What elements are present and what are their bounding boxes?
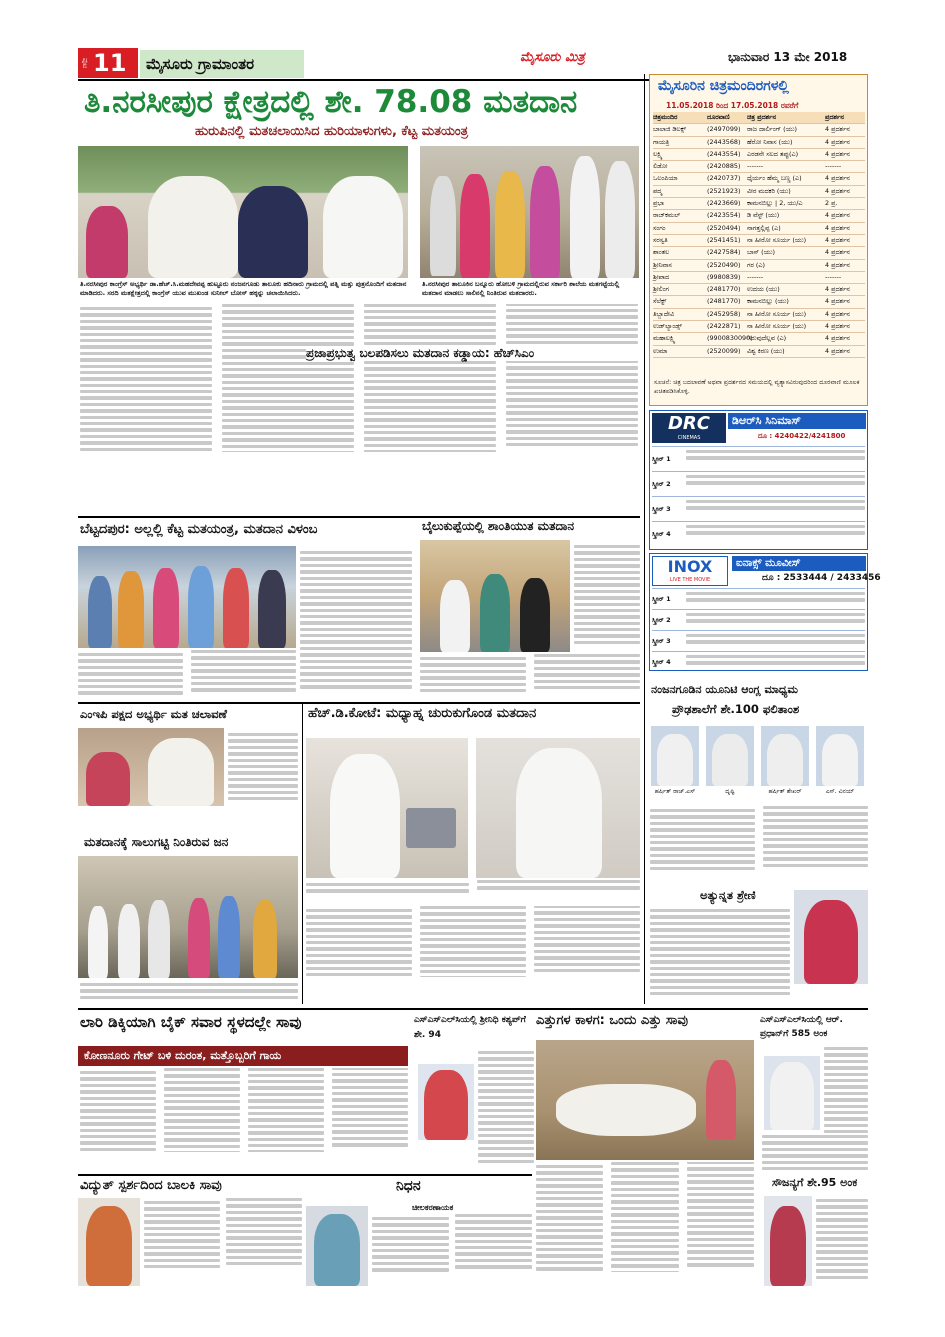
person-figure [238, 186, 308, 278]
inox-logo-text: INOX [667, 557, 713, 576]
cinema-phone: (2497099) [707, 125, 741, 134]
cinema-phone: (2443568) [707, 137, 741, 146]
cinema-row [653, 173, 865, 185]
cinema-phone: (2520494) [707, 223, 741, 232]
cinema-phone: (2422871) [707, 322, 741, 331]
cinema-film: ಎರಡನೇ ಸಲದ ತಪ್ಪು(ಎ) [747, 149, 799, 158]
topper-headline: ಅತ್ಯುನ್ನತ ಶ್ರೇಣಿ [700, 888, 756, 902]
screen-schedule [686, 522, 865, 546]
bull-body [536, 1162, 754, 1290]
cinema-shows: 4 ಪ್ರದರ್ಶನ [825, 174, 850, 183]
student-name: ಎಸ್. ವಿನಯ್ [825, 788, 855, 795]
screen-label: ಸ್ಕ್ರೀನ್ 1 [652, 595, 671, 603]
cinema-name: ಶ್ರೀಲಿಂಗ [653, 285, 669, 294]
person-figure [223, 568, 249, 648]
nanjangud-headline: ನಂಜನಗೂಡಿನ ಯೂನಿಟಿ ಆಂಗ್ಲ ಮಾಧ್ಯಮ [651, 683, 798, 696]
screen-row [652, 630, 865, 651]
main-subhead: ಹುರುಪಿನಲ್ಲಿ ಮತಚಲಾಯಿಸಿದ ಹುರಿಯಾಳುಗಳು, ಕೆಟ್ಟ ಮತಯಂತ್ರ [195, 124, 469, 139]
sslc3-headline: ಸೌಜನ್ಯಗೆ ಶೇ.95 ಅಂಕ [772, 1176, 858, 1189]
nanjangud-body [650, 806, 868, 888]
cinema-name: ಲಕ್ಷ್ಮಿ [653, 149, 663, 158]
cinema-row [653, 346, 865, 358]
col-header: ಪ್ರದರ್ಶನ [825, 113, 844, 121]
drc-phone: ದೂ : 4240422/4241800 [758, 432, 846, 440]
person-figure [424, 1070, 468, 1140]
cinema-name: ಸಂಗಂ [653, 223, 666, 232]
cinema-name: ತಿಬ್ಬಾದೇವಿ [653, 309, 675, 318]
bull-figure [556, 1084, 696, 1136]
cinema-name: ಉಮಾ [653, 346, 668, 355]
cinema-shows: 4 ಪ್ರದರ್ಶನ [825, 346, 850, 355]
student-photo [706, 726, 754, 786]
student-photo-row [649, 724, 868, 802]
drc-title: ಡಿಆರ್‌ಸಿ ಸಿನಿಮಾಸ್ [728, 413, 866, 429]
obituary-headline: ನಿಧನ [396, 1178, 421, 1194]
person-figure [712, 734, 748, 786]
cinema-row [653, 210, 865, 222]
cinema-shows: 4 ಪ್ರದರ್ಶನ [825, 125, 850, 134]
cinema-name: ಬಾಲಾಜಿ ಡಿಲಕ್ಸ್ [653, 125, 687, 134]
section-title: ಮೈಸೂರು ಗ್ರಾಮಾಂತರ [140, 50, 304, 78]
hdkote-headline: ಹೆಚ್.ಡಿ.ಕೋಟೆ: ಮಧ್ಯಾಹ್ನ ಚುರುಕುಗೊಂಡ ಮತದಾನ [308, 706, 537, 721]
pradhan-photo [764, 1056, 820, 1130]
column-rule [644, 74, 645, 1004]
main-photo-caption-right: ತಿ.ನರಸೀಪುರ ತಾಲೂಕಿನ ಬನ್ನೂರು ಹೋಬಳಿ ಗ್ರಾಮದಲ್ಲಿರುವ ಸರ್ಕಾರಿ ಶಾಲೆಯ ಮತಗಟ್ಟೆಯಲ್ಲಿ ಮತದಾನ ಮಾಡಲು ಸಾಲಿನಲ್ಲಿ ನಿಂತಿರುವ ಮತದಾರರು. [422, 280, 620, 297]
main-story-body [80, 304, 638, 514]
cinema-film: ------- [747, 162, 764, 171]
cinema-phone: (2427584) [707, 248, 741, 257]
cinema-row [653, 333, 865, 345]
bylakuppe-headline: ಬೈಲುಕುಪ್ಪೆಯಲ್ಲಿ ಶಾಂತಿಯುತ ಮತದಾನ [422, 519, 575, 533]
screen-schedule [686, 497, 865, 521]
cinema-film: ------- [747, 272, 764, 281]
person-figure [460, 174, 490, 278]
cinema-phone: (2521923) [707, 186, 741, 195]
cinema-name: ರಾಜ್‌ಕಮಲ್ [653, 211, 681, 220]
cinema-title: ಮೈಸೂರಿನ ಚಿತ್ರಮಂದಿರಗಳಲ್ಲಿ [658, 78, 789, 94]
person-figure [605, 161, 635, 278]
sslc2-body-2 [762, 1132, 868, 1174]
person-figure [148, 738, 214, 806]
inox-phone: ದೂ : 2533444 / 2433456 [762, 573, 881, 583]
student-card [814, 724, 866, 802]
cinema-shows: 4 ಪ್ರದರ್ಶನ [825, 137, 850, 146]
lorry-headline: ಲಾರಿ ಡಿಕ್ಕಿಯಾಗಿ ಬೈಕ್ ಸವಾರ ಸ್ಥಳದಲ್ಲೇ ಸಾವು [80, 1013, 302, 1031]
cinema-film: ನಾ ಹೀರೋ ಸೂರ್ಯ (ಯು) [747, 235, 807, 244]
screen-row [652, 651, 865, 672]
bettadapura-headline: ಬೆಟ್ಟದಪುರ: ಅಲ್ಲಲ್ಲಿ ಕೆಟ್ಟ ಮತಯಂತ್ರ, ಮತದಾನ ವಿಳಂಬ [80, 522, 318, 537]
voters-queue-photo [420, 146, 639, 278]
student-photo [651, 726, 699, 786]
cinema-film: ನಾ ಹೀರೋ ಸೂರ್ಯ (ಯು) [747, 322, 807, 331]
cinema-phone: (2443554) [707, 149, 741, 158]
cinema-row [653, 272, 865, 284]
cinema-shows: ------- [825, 272, 842, 281]
democracy-headline: ಪ್ರಜಾಪ್ರಭುತ್ವ ಬಲಪಡಿಸಲು ಮತದಾನ ಕಡ್ಡಾಯ: ಹೆಚ್‌ಸಿಎಂ [306, 346, 638, 361]
topper-body [650, 906, 790, 1002]
screen-label: ಸ್ಕ್ರೀನ್ 2 [652, 480, 671, 488]
person-figure [822, 734, 858, 786]
obituary-photo [306, 1206, 368, 1286]
student-card [759, 724, 811, 802]
person-figure [770, 1206, 806, 1286]
person-figure [804, 900, 858, 984]
person-figure [88, 906, 108, 978]
cinema-film: ಹೆರೋ ನಿವಾಸ (ಯು) [747, 137, 793, 146]
cinema-table [653, 112, 865, 374]
student-photo [816, 726, 864, 786]
bylakuppe-photo [420, 540, 570, 652]
cinema-phone: (2520490) [707, 260, 741, 269]
electric-body [144, 1198, 302, 1288]
person-figure [323, 176, 403, 278]
screen-label: ಸ್ಕ್ರೀನ್ 3 [652, 637, 671, 645]
cinema-name: ಗಾಯತ್ರಿ [653, 137, 670, 146]
hdkote-body [306, 906, 640, 1002]
mep-headline: ಎಂಇಪಿ ಪಕ್ಷದ ಅಭ್ಯರ್ಥಿ ಮತ ಚಲಾವಣೆ [80, 707, 227, 721]
sslc1-headline: ಎಸ್‌ಎಸ್‌ಎಲ್‌ಸಿಯಲ್ಲಿ ಶ್ರೀನಿಧಿ ಕಶ್ಯಪ್‌ಗೆ ಶೇ. 94 [414, 1015, 526, 1040]
main-headline: ತಿ.ನರಸೀಪುರ ಕ್ಷೇತ್ರದಲ್ಲಿ ಶೇ. 78.08 ಮತದಾನ [84, 84, 578, 120]
page-number-badge [78, 48, 138, 78]
cinema-shows: 4 ಪ್ರದರ್ಶನ [825, 297, 850, 306]
girl-photo [78, 1198, 140, 1286]
obituary-body [372, 1214, 532, 1290]
paper-logo: ಮೈಸೂರು ಮಿತ್ರ [520, 50, 585, 65]
drc-screens [652, 446, 865, 546]
cinema-row [653, 260, 865, 272]
screen-label: ಸ್ಕ್ರೀನ್ 2 [652, 616, 671, 624]
cinema-row [653, 161, 865, 173]
cinema-name: ಒಲಂಪಿಯಾ [653, 174, 678, 183]
inox-logo [652, 556, 728, 586]
person-figure [516, 748, 602, 878]
cinema-row [653, 186, 865, 198]
hdkote-captions [306, 880, 640, 902]
bylakuppe-body [574, 542, 640, 652]
cinema-name: ಉಡ್‌ಲ್ಯಾಂಡ್ಸ್ [653, 322, 682, 331]
person-figure [767, 734, 803, 786]
cinema-name: ಪದ್ಮ [653, 186, 663, 195]
col-header: ದೂರವಾಣಿ [707, 113, 730, 121]
person-figure [570, 156, 600, 278]
person-figure [770, 1062, 814, 1130]
issue-date: ಭಾನುವಾರ 13 ಮೇ 2018 [728, 50, 848, 64]
nanjangud-headline-2: ಪ್ರೌಢಶಾಲೆಗೆ ಶೇ.100 ಫಲಿತಾಂಶ [672, 702, 800, 716]
student-name: ಹರ್ಷಿತ್ ಶೇಖರ್ [768, 788, 802, 795]
cinema-table-header [653, 112, 865, 124]
cinema-phone: (2420885) [707, 162, 741, 171]
cinema-row [653, 247, 865, 259]
person-figure [253, 900, 277, 978]
sslc2-body [824, 1044, 868, 1140]
cinema-name: ಶಾಂತಲ [653, 248, 670, 257]
student-name: ದೃಷ್ಟಿ [725, 788, 735, 795]
cinema-phone: (2420737) [707, 174, 741, 183]
divider [78, 702, 640, 704]
cinema-name: ಶ್ರೀಪಾದ [653, 272, 670, 281]
cinema-row [653, 321, 865, 333]
student-name: ಹರ್ಷಿತ್ ರಾಜ್.ಎಸ್ [654, 788, 696, 795]
cinema-row [653, 235, 865, 247]
cinema-row [653, 149, 865, 161]
person-figure [440, 580, 470, 652]
screen-label: ಸ್ಕ್ರೀನ್ 3 [652, 505, 671, 513]
person-figure [88, 576, 112, 648]
hdkote-photo-1 [306, 738, 468, 878]
screen-row [652, 609, 865, 630]
screen-row [652, 496, 865, 521]
cinema-row [653, 309, 865, 321]
cinema-phone: (9980839) [707, 272, 741, 281]
cinema-dates: 11.05.2018 ರಿಂದ 17.05.2018 ರವರೆಗೆ [666, 101, 799, 110]
student-card [649, 724, 701, 802]
cinema-film: ಕಾಮನಬಿಲ್ಲು (ಯು) [747, 297, 789, 306]
screen-label: ಸ್ಕ್ರೀನ್ 4 [652, 658, 671, 666]
screen-row [652, 446, 865, 471]
screen-row [652, 521, 865, 546]
bettadapura-body [300, 548, 412, 700]
person-figure [86, 206, 128, 278]
cinema-row [653, 137, 865, 149]
cinema-row [653, 124, 865, 136]
person-figure [314, 1214, 360, 1286]
person-figure [430, 176, 456, 276]
cinema-shows: 4 ಪ್ರದರ್ಶನ [825, 186, 850, 195]
bettadapura-body-2 [78, 650, 296, 700]
cinema-shows: 4 ಪ್ರದರ್ಶನ [825, 149, 850, 158]
person-figure [188, 566, 214, 648]
person-figure [148, 176, 238, 278]
page-number: 11 [93, 49, 127, 77]
main-photo-caption-left: ತಿ.ನರಸೀಪುರ ಕಾಂಗ್ರೆಸ್ ಅಭ್ಯರ್ಥಿ ಡಾ.ಹೆಚ್.ಸಿ.ಮಹದೇವಪ್ಪ ಹುಟ್ಟೂರು ನಂಜನಗೂಡು ತಾಲೂಕು ಹದಿನಾರು ಗ್ರಾಮದಲ್ಲಿ ಪತ್ನಿ ಮತ್ತು ಪುತ್ರನೊಂದಿಗೆ ಮತದಾನ ಮಾಡಿದರು. ಸರದಿ ಮತಕ್ಷೇತ್ರದಲ್ಲಿ ಕಾಂಗ್ರೆಸ್ ಯುವ ಮುಖಂಡ ಸುನೀಲ್ ಬೋಸ್ ಹಕ್ಕನ್ನು ಚಲಾಯಿಸಿದರು. [80, 280, 407, 297]
cinema-shows: 4 ಪ್ರದರ್ಶನ [825, 235, 850, 244]
bettadapura-photo [78, 546, 296, 648]
cinema-shows: 4 ಪ್ರದರ್ಶನ [825, 260, 850, 269]
cinema-film: ಗರ (ಎ) [747, 260, 765, 269]
drc-logo [652, 413, 726, 443]
inox-title: ಐನಾಕ್ಸ್ ಮೂವೀಸ್ [732, 556, 866, 571]
electric-headline: ವಿದ್ಯುತ್ ಸ್ಪರ್ಶದಿಂದ ಬಾಲಕಿ ಸಾವು [80, 1178, 222, 1193]
screen-schedule [686, 652, 865, 672]
person-figure [480, 574, 510, 652]
cinema-shows: 4 ಪ್ರದರ್ಶನ [825, 322, 850, 331]
srinidhi-photo [418, 1064, 474, 1140]
lorry-subhead: ಕೋಣನೂರು ಗೇಟ್ ಬಳಿ ದುರಂತ, ಮತ್ತೊಬ್ಬರಿಗೆ ಗಾಯ [78, 1046, 408, 1066]
cinema-film: ಧೈರ್ಯಂ ಹೆಮ್ಮ ಬಣ್ಣ (ಎ) [747, 174, 802, 183]
person-figure [118, 904, 140, 978]
voting-machine-icon [406, 808, 456, 848]
cinema-shows: 4 ಪ್ರದರ್ಶನ [825, 223, 850, 232]
cinema-shows: 4 ಪ್ರದರ್ಶನ [825, 309, 850, 318]
divider [78, 1008, 868, 1010]
topper-photo [794, 890, 868, 984]
cinema-shows: 4 ಪ್ರದರ್ಶನ [825, 211, 850, 220]
cinema-name: ಸರಸ್ವತಿ [653, 235, 668, 244]
cinema-film: ಕಾಮನಬಿಲ್ಲು | 2, ಯು/ಎ [747, 199, 803, 208]
cinema-name: ಶ್ರೀನಿವಾಸ [653, 260, 672, 269]
cinema-note: ಸೂಚನೆ: ಚಿತ್ರ ಬದಲಾವಣೆ ಅಥವಾ ಪ್ರದರ್ಶನದ ಸಮಯದಲ್ಲಿ ವ್ಯತ್ಯಾಸವಿರುವುದರಿಂದ ದೂರವಾಣಿ ಮೂಲಕ ಖಚಿತಪಡಿಸಿಕೊಳ್ಳಿ. [654, 379, 860, 395]
cinema-name: ಮಹಾಲಕ್ಷ್ಮಿ [653, 334, 676, 343]
cinema-shows: 4 ಪ್ರದರ್ಶನ [825, 334, 850, 343]
screen-schedule [686, 589, 865, 609]
cinema-phone: (2481770) [707, 285, 741, 294]
person-figure [118, 571, 144, 648]
soujanya-photo [764, 1196, 812, 1286]
cinema-name: ಪ್ರಭಾ [653, 199, 664, 208]
person-figure [258, 570, 286, 648]
sslc3-body [816, 1196, 868, 1290]
screen-label: ಸ್ಕ್ರೀನ್ 4 [652, 530, 671, 538]
col-header: ಚಿತ್ರಮಂದಿರ [653, 113, 678, 121]
screen-schedule [686, 472, 865, 496]
cinema-film: ವೀರ ಮದಕರಿ (ಯು) [747, 186, 791, 195]
screen-row [652, 588, 865, 609]
cinema-shows: 4 ಪ್ರದರ್ಶನ [825, 248, 850, 257]
column-rule [302, 704, 303, 1004]
cinema-shows: ------- [825, 162, 842, 171]
cinema-row [653, 198, 865, 210]
drc-logo-sub: CINEMAS [677, 435, 701, 441]
bylakuppe-body-2 [420, 654, 640, 698]
cinema-phone: (2423669) [707, 199, 741, 208]
cinema-phone: (2423554) [707, 211, 741, 220]
cinema-film: ಡಿ ವೆಸ್ಟ್ (ಯು) [747, 211, 780, 220]
student-photo [761, 726, 809, 786]
cinema-row [653, 284, 865, 296]
cinema-film: ನಾಗತ್ತಲ್ಲಿಪ್ಪ (ಎ) [747, 223, 781, 232]
page-label: ಪುಟ [81, 57, 89, 69]
person-figure [148, 900, 170, 978]
bull-headline: ಎತ್ತುಗಳ ಕಾಳಗ: ಒಂದು ಎತ್ತು ಸಾವು [536, 1013, 688, 1028]
cinema-phone: (9900830090) [707, 334, 753, 343]
cinema-name: ಲಿಡೋ [653, 162, 668, 171]
queue-headline: ಮತದಾನಕ್ಕೆ ಸಾಲುಗಟ್ಟಿ ನಿಂತಿರುವ ಜನ [84, 835, 229, 849]
lorry-body [80, 1068, 408, 1172]
cinema-phone: (2452958) [707, 309, 741, 318]
student-card [704, 724, 756, 802]
person-figure [520, 578, 550, 652]
bull-photo [536, 1040, 754, 1160]
person-figure [188, 898, 210, 978]
person-figure [330, 754, 400, 878]
cinema-film: ವಿಶ್ವ ಕಿರಣ (ಯು) [747, 346, 785, 355]
cinema-film: ಇರುವುದೆಲ್ಲವ (ಎ) [747, 334, 787, 343]
cinema-shows: 2 ಪ್ರ. [825, 199, 838, 208]
queue-photo [78, 856, 298, 978]
person-figure [657, 734, 693, 786]
person-figure [706, 1060, 736, 1140]
sslc1-body [478, 1048, 534, 1174]
cinema-film: ಉದಯ (ಯು) [747, 285, 780, 294]
cinema-film: ಬಾಸ್ (ಯು) [747, 248, 775, 257]
screen-schedule [686, 447, 865, 471]
cinema-shows: 4 ಪ್ರದರ್ಶನ [825, 285, 850, 294]
cinema-phone: (2520099) [707, 346, 741, 355]
cinema-phone: (2481770) [707, 297, 741, 306]
hdkote-photo-2 [476, 738, 640, 878]
screen-schedule [686, 631, 865, 651]
screen-label: ಸ್ಕ್ರೀನ್ 1 [652, 455, 671, 463]
person-figure [86, 1206, 132, 1286]
cinema-name: ಸೆಲೆಕ್ಟ್ [653, 297, 667, 306]
col-header: ಚಿತ್ರ ಪ್ರದರ್ಶನ [747, 113, 777, 121]
queue-caption [80, 980, 298, 1002]
cinema-film: ರಾಜ ದಾರ್ಲಿಂಗ್ (ಯು) [747, 125, 797, 134]
person-figure [218, 896, 240, 978]
divider [78, 1174, 532, 1176]
divider [78, 516, 640, 518]
cinema-rows [653, 124, 865, 358]
cinema-film: ನಾ ಹೀರೋ ಸೂರ್ಯ (ಯು) [747, 309, 807, 318]
mep-candidate-photo [78, 728, 224, 806]
person-figure [153, 568, 179, 648]
screen-schedule [686, 610, 865, 630]
screen-row [652, 471, 865, 496]
cinema-row [653, 296, 865, 308]
candidate-voting-photo [78, 146, 408, 278]
inox-logo-sub: LIVE THE MOVIE [669, 577, 711, 583]
cinema-phone: (2541451) [707, 235, 741, 244]
person-figure [86, 752, 130, 806]
cinema-row [653, 223, 865, 235]
person-figure [495, 171, 525, 278]
obituary-name: ಚೀಲಕರಣಾಯಕ [412, 1203, 454, 1212]
sslc2-headline: ಎಸ್‌ಎಸ್‌ಎಲ್‌ಸಿಯಲ್ಲಿ ಆರ್. ಪ್ರಧಾನ್‌ಗೆ 585 ಅಂಕ [760, 1015, 843, 1039]
mep-body [228, 730, 298, 808]
person-figure [530, 166, 560, 278]
drc-logo-text: DRC [667, 413, 710, 434]
inox-screens [652, 588, 865, 672]
